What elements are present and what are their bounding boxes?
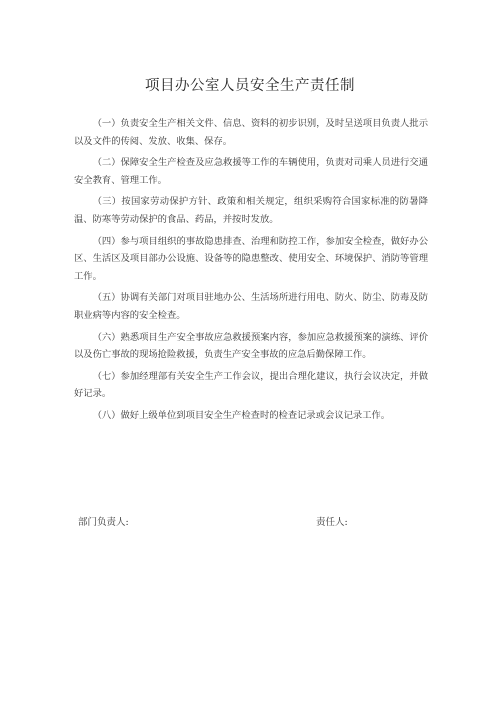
responsible-person-signature-label: 责任人: [316,517,348,528]
clause-6: （六）熟悉项目生产安全事故应急救援预案内容，参加应急救援预案的演练、评价以及伤亡事故的现场抢险救援，负责生产安全事故的应急后勤保障工作。 [74,331,428,361]
document-title: 项目办公室人员安全生产责任制 [145,78,355,94]
clause-3: （三）按国家劳动保护方针、政策和相关规定，组织采购符合国家标准的防暑降温、防寒等劳动保护的食品、药品，并按时发放。 [74,196,428,225]
department-head-signature-label: 部门负责人: [78,517,129,528]
clause-5: （五）协调有关部门对项目驻地办公、生活场所进行用电、防火、防尘、防毒及防职业病等内容的安全检查。 [74,292,428,321]
clause-8: （八）做好上级单位到项目安全生产检查时的检查记录或会议记录工作。 [92,409,391,421]
clause-4: （四）参与项目组织的事故隐患排查、治理和防控工作，参加安全检查，做好办公区、生活区及项目部办公设施、设备等的隐患整改、使用安全、环境保护、消防等管理工作。 [74,235,428,282]
clause-7: （七）参加经理部有关安全生产工作会议，提出合理化建议，执行会议决定，并做好记录。 [74,370,428,400]
clause-1: （一）负责安全生产相关文件、信息、资料的初步识别，及时呈送项目负责人批示以及文件的传阅、发放、收集、保存。 [74,118,428,147]
document-body [74,115,428,429]
clause-2: （二）保障安全生产检查及应急救援等工作的车辆使用，负责对司乘人员进行交通安全教育、管理工作。 [74,157,428,186]
